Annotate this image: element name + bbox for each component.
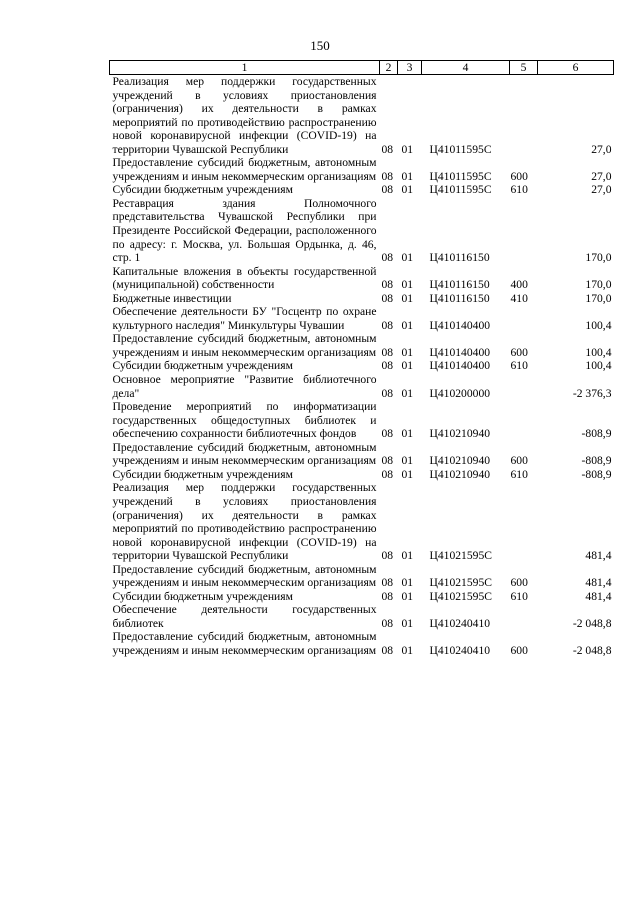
header-col-name: 1: [110, 61, 380, 75]
table-row: [110, 603, 614, 630]
row-target-article: Ц410240410: [429, 616, 491, 630]
row-section: 08: [381, 278, 394, 292]
table-body: [110, 75, 614, 658]
page-number: 150: [310, 38, 330, 53]
row-target-article: Ц410210940: [429, 454, 491, 468]
row-expense-type: [510, 75, 538, 157]
row-sum: -2 048,8: [572, 643, 612, 657]
row-target-article: Ц410116150: [429, 251, 490, 265]
row-subsection: 01: [401, 576, 414, 590]
row-sum: 100,4: [585, 318, 612, 332]
row-section: 08: [381, 359, 394, 373]
row-name: Предоставление субсидий бюджетным, автономным учреждениям и иным некоммерческим организациям: [112, 562, 377, 590]
row-name: Предоставление субсидий бюджетным, автономным учреждениям и иным некоммерческим организациям: [112, 156, 377, 183]
table-row: [110, 373, 614, 400]
row-section: 08: [381, 589, 394, 603]
row-target-article: Ц41021595С: [429, 576, 492, 590]
row-name: Обеспечение деятельности государственных библиотек: [112, 603, 377, 630]
row-section: 08: [381, 142, 394, 156]
row-expense-type: [510, 603, 538, 630]
header-col-section: 2: [380, 61, 398, 75]
row-expense-type: 600: [510, 169, 528, 183]
row-name: Предоставление субсидий бюджетным, автономным учреждениям и иным некоммерческим организациям: [112, 630, 377, 657]
table-row: [110, 468, 614, 482]
row-section: 08: [381, 576, 394, 590]
row-expense-type: 400: [510, 278, 528, 292]
row-expense-type: [510, 400, 538, 441]
row-expense-type: [510, 481, 538, 562]
row-target-article: Ц410140400: [429, 359, 491, 373]
row-subsection: 01: [401, 142, 414, 156]
row-sum: 170,0: [585, 251, 612, 265]
table-row: [110, 359, 614, 373]
row-name: Реставрация здания Полномочного представительства Чувашской Республики при Президенте Российской Федерации, расположенного по адресу: г. Москва, ул. Большая Ордынка, д. 46, стр. 1: [112, 196, 377, 265]
table-row: [110, 630, 614, 657]
table-header: [110, 61, 614, 75]
table-row: [110, 481, 614, 562]
row-subsection: 01: [401, 318, 414, 332]
row-expense-type: 410: [510, 291, 528, 305]
row-target-article: Ц410200000: [429, 386, 491, 400]
row-subsection: 01: [401, 467, 414, 481]
table-row: [110, 441, 614, 468]
header-col-expense-type: 5: [510, 61, 538, 75]
table-row: [110, 197, 614, 265]
row-sum: 481,4: [585, 589, 612, 603]
row-section: 08: [381, 454, 394, 468]
row-subsection: 01: [401, 183, 414, 197]
row-section: 08: [381, 291, 394, 305]
row-subsection: 01: [401, 454, 414, 468]
row-subsection: 01: [401, 386, 414, 400]
row-name: Реализация мер поддержки государственных учреждений в условиях приостановления (ограничения) их деятельности в рамках мероприятий по противодействию распространению новой коронавирусной инфекции (COVID-19) на территории Чувашской Республики: [112, 75, 377, 156]
row-name: Субсидии бюджетным учреждениям: [112, 359, 293, 373]
table-row: [110, 332, 614, 359]
row-name: Субсидии бюджетным учреждениям: [112, 589, 293, 603]
header-col-subsection: 3: [398, 61, 422, 75]
row-target-article: Ц410116150: [429, 291, 490, 305]
row-name: Предоставление субсидий бюджетным, автономным учреждениям и иным некоммерческим организациям: [112, 440, 377, 468]
budget-table: [109, 60, 614, 658]
table-row: [110, 265, 614, 292]
row-expense-type: 610: [510, 183, 528, 197]
row-expense-type: 600: [510, 454, 528, 468]
table-row: [110, 183, 614, 197]
row-subsection: 01: [401, 345, 414, 359]
table-row: [110, 400, 614, 441]
row-sum: 100,4: [585, 345, 612, 359]
row-sum: -808,9: [581, 454, 612, 468]
row-subsection: 01: [401, 427, 414, 441]
row-name: Проведение мероприятий по информатизации государственных общедоступных библиотек и обеспечению сохранности библиотечных фондов: [112, 400, 377, 441]
row-sum: 100,4: [585, 359, 612, 373]
row-name: Субсидии бюджетным учреждениям: [112, 183, 293, 197]
table-row: [110, 563, 614, 590]
row-expense-type: 600: [510, 576, 528, 590]
row-name: Обеспечение деятельности БУ "Госцентр по охране культурного наследия" Минкультуры Чувашии: [112, 305, 377, 332]
row-section: 08: [381, 345, 394, 359]
row-name: Предоставление субсидий бюджетным, автономным учреждениям и иным некоммерческим организациям: [112, 332, 377, 359]
row-target-article: Ц410140400: [429, 318, 491, 332]
row-target-article: Ц410210940: [429, 467, 491, 481]
row-expense-type: 600: [510, 643, 528, 657]
row-expense-type: 600: [510, 345, 528, 359]
row-expense-type: 610: [510, 467, 528, 481]
row-target-article: Ц410240410: [429, 643, 491, 657]
row-sum: -2 376,3: [572, 386, 612, 400]
row-section: 08: [381, 427, 394, 441]
row-sum: -2 048,8: [572, 616, 612, 630]
table-row: [110, 292, 614, 306]
row-expense-type: 610: [510, 589, 528, 603]
row-sum: 481,4: [585, 549, 612, 563]
row-subsection: 01: [401, 589, 414, 603]
row-sum: 481,4: [585, 576, 612, 590]
row-subsection: 01: [401, 169, 414, 183]
row-target-article: Ц41021595С: [429, 589, 492, 603]
header-col-target-article: 4: [422, 61, 510, 75]
row-section: 08: [381, 183, 394, 197]
row-subsection: 01: [401, 643, 414, 657]
row-sum: 170,0: [585, 291, 612, 305]
row-target-article: Ц41011595С: [429, 169, 492, 183]
row-section: 08: [381, 643, 394, 657]
row-expense-type: [510, 305, 538, 332]
row-section: 08: [381, 318, 394, 332]
row-subsection: 01: [401, 278, 414, 292]
row-subsection: 01: [401, 616, 414, 630]
row-sum: -808,9: [581, 427, 612, 441]
row-section: 08: [381, 386, 394, 400]
row-subsection: 01: [401, 359, 414, 373]
row-target-article: Ц410140400: [429, 345, 491, 359]
row-section: 08: [381, 549, 394, 563]
row-section: 08: [381, 467, 394, 481]
row-subsection: 01: [401, 549, 414, 563]
table-row: [110, 590, 614, 604]
row-sum: 27,0: [591, 183, 612, 197]
row-expense-type: [510, 373, 538, 400]
table-row: [110, 75, 614, 157]
table-row: [110, 156, 614, 183]
row-target-article: Ц41021595С: [429, 549, 492, 563]
row-sum: 27,0: [591, 142, 612, 156]
row-section: 08: [381, 616, 394, 630]
row-name: Бюджетные инвестиции: [112, 291, 232, 305]
header-row: [110, 61, 614, 75]
row-target-article: Ц41011595С: [429, 183, 492, 197]
row-target-article: Ц410210940: [429, 427, 491, 441]
row-subsection: 01: [401, 291, 414, 305]
row-target-article: Ц41011595С: [429, 142, 492, 156]
row-name: Субсидии бюджетным учреждениям: [112, 467, 293, 481]
row-sum: 27,0: [591, 169, 612, 183]
row-name: Основное мероприятие "Развитие библиотечного дела": [112, 373, 377, 400]
row-sum: 170,0: [585, 278, 612, 292]
row-sum: -808,9: [581, 467, 612, 481]
row-expense-type: 610: [510, 359, 528, 373]
row-target-article: Ц410116150: [429, 278, 490, 292]
row-name: Реализация мер поддержки государственных учреждений в условиях приостановления (ограничения) их деятельности в рамках мероприятий по противодействию распространению новой коронавирусной инфекции (COVID-19) на территории Чувашской Республики: [112, 481, 377, 563]
row-name: Капитальные вложения в объекты государственной (муниципальной) собственности: [112, 264, 377, 292]
row-section: 08: [381, 251, 394, 265]
row-section: 08: [381, 169, 394, 183]
header-col-sum: 6: [538, 61, 614, 75]
row-expense-type: [510, 197, 538, 265]
row-subsection: 01: [401, 251, 414, 265]
table-row: [110, 305, 614, 332]
